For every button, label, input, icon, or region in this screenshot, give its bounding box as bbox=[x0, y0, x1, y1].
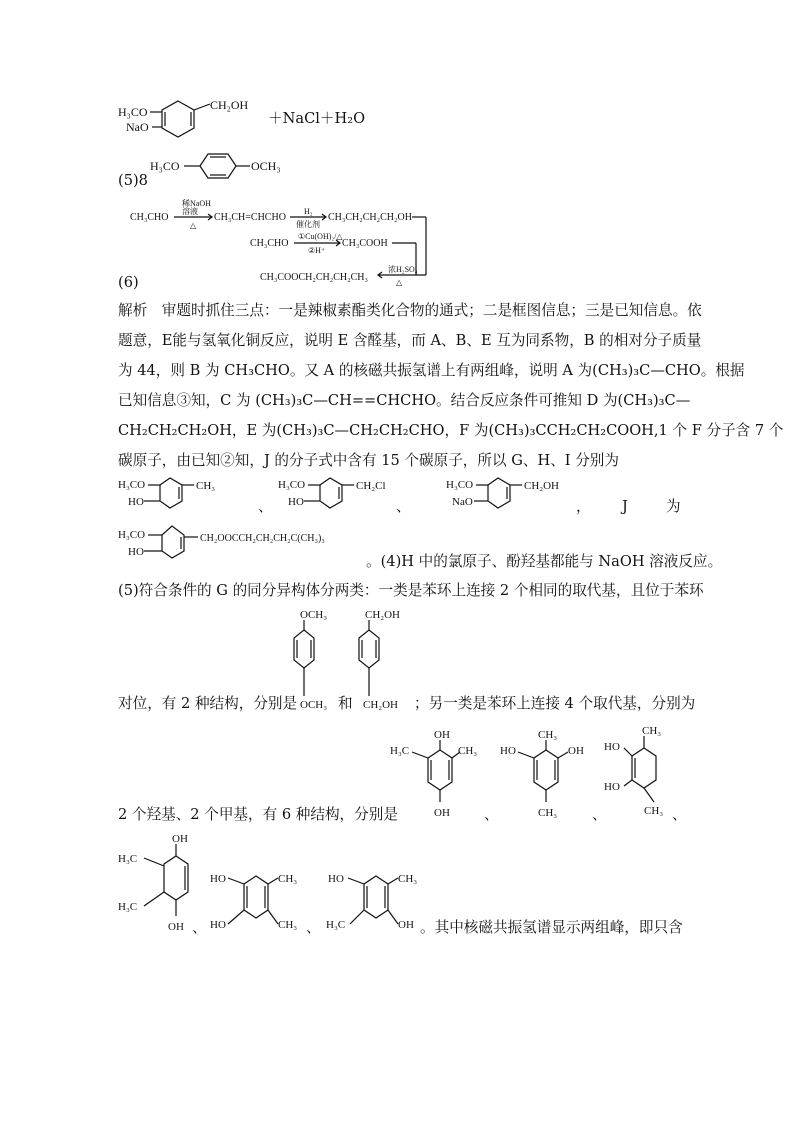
svg-text:CH₂OH: CH₂OH bbox=[210, 98, 249, 112]
svg-text:OH: OH bbox=[172, 833, 188, 845]
svg-text:HO: HO bbox=[500, 745, 516, 757]
svg-text:CH₂OH: CH₂OH bbox=[365, 609, 401, 621]
isomer-4sub-3 bbox=[604, 722, 704, 822]
svg-text:H₃CO: H₃CO bbox=[118, 105, 148, 119]
svg-text:OCH₃: OCH₃ bbox=[300, 609, 328, 621]
svg-text:H₃C: H₃C bbox=[118, 901, 138, 913]
svg-text:HO: HO bbox=[128, 546, 144, 558]
svg-text:HO: HO bbox=[210, 919, 226, 931]
svg-text:HO: HO bbox=[128, 496, 144, 508]
sep-3: ， bbox=[576, 498, 591, 515]
svg-text:CH₂OH: CH₂OH bbox=[524, 480, 560, 492]
isomer-4sub-2 bbox=[500, 726, 600, 821]
analysis-line-9: (5)符合条件的 G 的同分异构体分两类：一类是苯环上连接 2 个相同的取代基，且位于苯环 bbox=[118, 582, 704, 599]
analysis-line-12: 。其中核磁共振氢谱显示两组峰，即只含 bbox=[420, 919, 683, 936]
svg-text:HO: HO bbox=[210, 873, 226, 885]
analysis-line-2: 题意，E能与氢氧化铜反应，说明 E 含醛基，而 A、B、E 互为同系物，B 的相对分子质量 bbox=[118, 332, 702, 349]
structure-I bbox=[446, 474, 576, 514]
svg-text:△: △ bbox=[396, 278, 403, 287]
svg-text:催化剂: 催化剂 bbox=[296, 220, 320, 229]
svg-text:CH₃: CH₃ bbox=[538, 807, 558, 819]
analysis-line-8: 。(4)H 中的氯原子、酚羟基都能与 NaOH 溶液反应。 bbox=[366, 553, 723, 570]
svg-text:CH₃CHO: CH₃CHO bbox=[250, 238, 289, 249]
svg-text:CH₃CH₂CH₂CH₂OH: CH₃CH₂CH₂CH₂OH bbox=[328, 212, 412, 223]
svg-text:H₃CO: H₃CO bbox=[446, 479, 474, 491]
item6-label: (6) bbox=[118, 274, 139, 291]
r1-start: CH₃CHO bbox=[130, 212, 169, 223]
analysis-line-11: 2 个羟基、2 个甲基，有 6 种结构，分别是 bbox=[118, 806, 398, 823]
svg-text:②H⁺: ②H⁺ bbox=[308, 246, 326, 255]
svg-text:CH₂Cl: CH₂Cl bbox=[356, 480, 386, 492]
equation-tail: ＋NaCl＋H₂O bbox=[268, 110, 366, 127]
item5-label: (5)8 bbox=[118, 172, 148, 189]
svg-text:CH₃COOCH₂CH₂CH₂CH₃: CH₃COOCH₂CH₂CH₂CH₃ bbox=[260, 272, 369, 283]
analysis-line-5: CH₂CH₂CH₂OH，E 为(CH₃)₃C—CH₂CH₂CHO，F 为(CH₃)₃CCH₂CH₂COOH,1 个 F 分子含 7 个 bbox=[118, 422, 784, 439]
svg-text:CH₃: CH₃ bbox=[278, 919, 298, 931]
analysis-line-10c: ；另一类是苯环上连接 4 个取代基，分别为 bbox=[414, 695, 696, 712]
svg-text:OH: OH bbox=[434, 807, 450, 819]
sep-1: 、 bbox=[258, 498, 273, 515]
analysis-line-10a: 对位，有 2 种结构，分别是 bbox=[118, 695, 298, 712]
analysis-line-1: 解析 审题时抓住三点：一是辣椒素酯类化合物的通式；二是框图信息；三是已知信息。依 bbox=[118, 302, 702, 319]
svg-text:CH₃COOH: CH₃COOH bbox=[342, 238, 388, 249]
svg-text:HO: HO bbox=[328, 873, 344, 885]
svg-text:CH₂OOCCH₂CH₂CH₂C(CH₃)₃: CH₂OOCCH₂CH₂CH₂C(CH₃)₃ bbox=[200, 533, 325, 544]
structure-G bbox=[118, 474, 218, 514]
svg-text:CH₃: CH₃ bbox=[642, 725, 662, 737]
analysis-line-10b: 和 bbox=[338, 695, 353, 712]
isomer-4sub-5 bbox=[206, 866, 316, 936]
svg-text:CH₃: CH₃ bbox=[458, 745, 478, 757]
structure-H bbox=[278, 474, 398, 514]
svg-text:H₃CO: H₃CO bbox=[278, 479, 306, 491]
svg-text:浓H₂SO₄: 浓H₂SO₄ bbox=[388, 265, 418, 274]
svg-text:△: △ bbox=[190, 221, 197, 230]
svg-text:OH: OH bbox=[434, 729, 450, 741]
svg-text:CH₃: CH₃ bbox=[278, 873, 298, 885]
svg-text:溶液: 溶液 bbox=[182, 207, 198, 216]
svg-text:CH₃: CH₃ bbox=[196, 480, 216, 492]
sep-B: 、 bbox=[592, 806, 607, 823]
svg-text:H₃C: H₃C bbox=[390, 745, 410, 757]
svg-text:NaO: NaO bbox=[452, 496, 473, 508]
svg-text:H₂: H₂ bbox=[304, 207, 313, 216]
structure-J bbox=[118, 522, 378, 562]
svg-text:H₃CO: H₃CO bbox=[150, 159, 180, 173]
svg-text:OH: OH bbox=[568, 745, 584, 757]
svg-text:CH₃: CH₃ bbox=[398, 873, 418, 885]
wei-word: 为 bbox=[666, 498, 681, 515]
sep-C: 、 bbox=[672, 806, 687, 823]
sep-2: 、 bbox=[396, 498, 411, 515]
analysis-line-6: 碳原子，由已知②知，J 的分子式中含有 15 个碳原子，所以 G、H、I 分别为 bbox=[118, 452, 619, 469]
svg-text:稀NaOH: 稀NaOH bbox=[182, 199, 211, 208]
analysis-line-3: 为 44，则 B 为 CH₃CHO。又 A 的核磁共振氢谱上有两组峰，说明 A 为(CH₃)₃C—CHO。根据 bbox=[118, 362, 745, 379]
svg-text:OCH₃: OCH₃ bbox=[251, 159, 281, 173]
svg-text:CH₂OH: CH₂OH bbox=[363, 699, 399, 711]
svg-text:CH₃: CH₃ bbox=[538, 729, 558, 741]
sep-E: 、 bbox=[306, 919, 321, 936]
J-word: J bbox=[622, 498, 628, 515]
svg-text:HO: HO bbox=[604, 781, 620, 793]
top-structure bbox=[118, 95, 278, 145]
svg-text:CH₃CH=CHCHO: CH₃CH=CHCHO bbox=[214, 212, 286, 223]
svg-text:H₃C: H₃C bbox=[118, 853, 138, 865]
svg-text:H₃CO: H₃CO bbox=[118, 479, 146, 491]
svg-text:CH₃: CH₃ bbox=[644, 805, 664, 817]
svg-text:H₃C: H₃C bbox=[326, 919, 346, 931]
analysis-line-4: 已知信息③知，C 为 (CH₃)₃C—CH==CHCHO。结合反应条件可推知 D 为(CH₃)₃C— bbox=[118, 392, 691, 409]
svg-text:OCH₃: OCH₃ bbox=[300, 699, 328, 711]
isomer-di-hydroxymethyl bbox=[345, 606, 425, 716]
svg-text:HO: HO bbox=[604, 741, 620, 753]
svg-text:①Cu(OH)₂/△: ①Cu(OH)₂/△ bbox=[298, 232, 343, 241]
isomer-4sub-1 bbox=[390, 726, 490, 821]
synthesis-route bbox=[130, 195, 450, 290]
svg-text:OH: OH bbox=[168, 921, 184, 933]
sep-D: 、 bbox=[192, 919, 207, 936]
sep-A: 、 bbox=[484, 806, 499, 823]
svg-text:HO: HO bbox=[288, 496, 304, 508]
svg-text:NaO: NaO bbox=[126, 120, 149, 134]
svg-text:OH: OH bbox=[398, 919, 414, 931]
para-dimethoxybenzene bbox=[150, 150, 350, 190]
svg-text:H₃CO: H₃CO bbox=[118, 529, 146, 541]
